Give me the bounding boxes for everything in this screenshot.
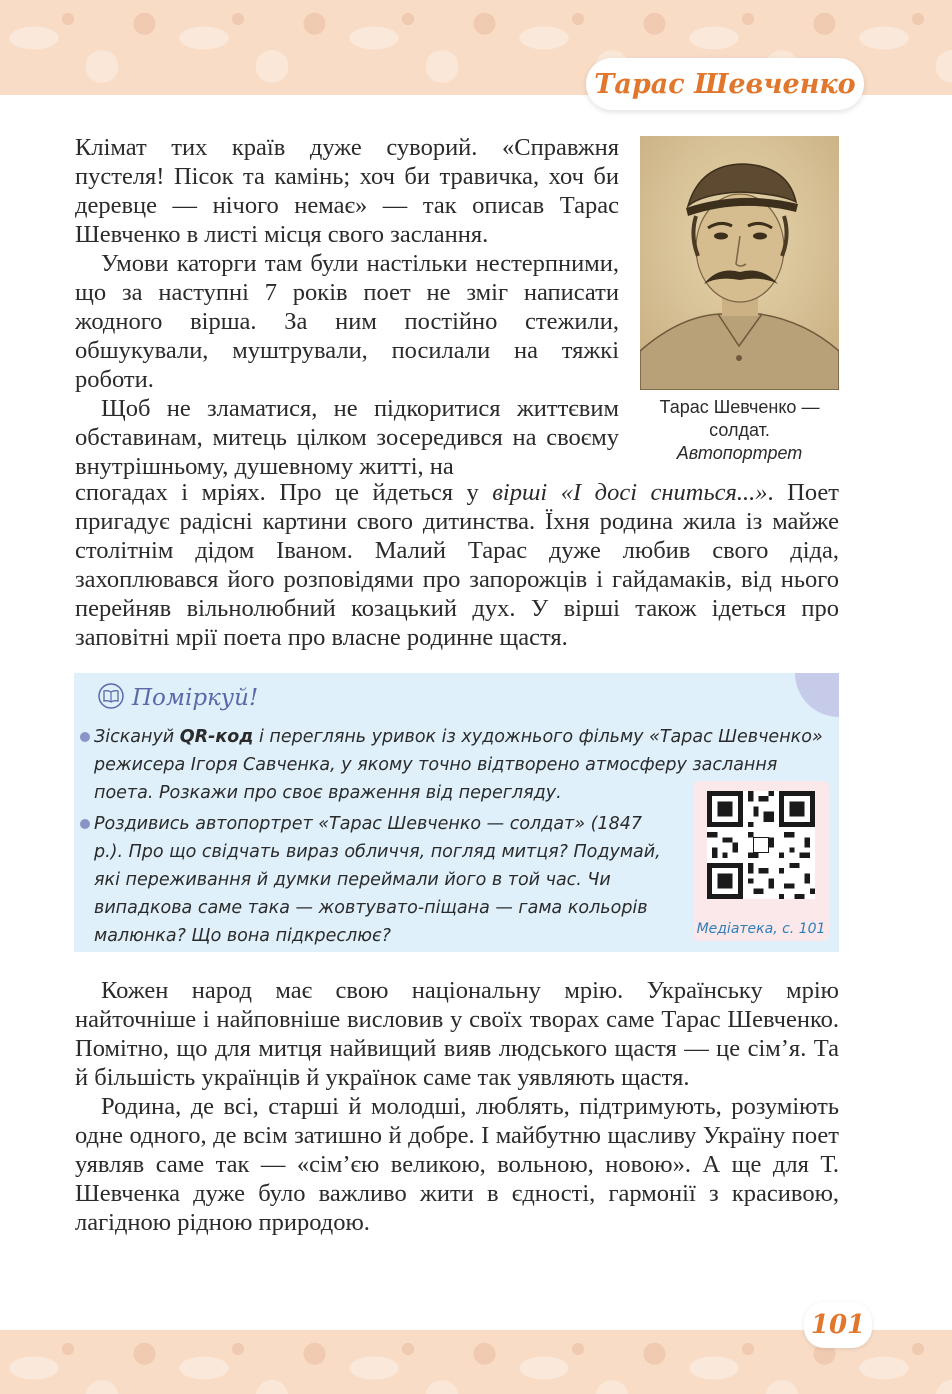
caption-line: солдат. — [709, 420, 770, 440]
section2-text — [75, 976, 839, 1237]
self-portrait-image — [640, 136, 839, 390]
paragraph: Родина, де всі, старші й молодші, люблять, підтримують, розуміють одне одного, де всім затишно й добре. І майбутню щасливу Україну поет уявляв саме так — «сім’єю великою, вольною, новою». А ще для Т. Шевченка дуже було важливо жити в єдності, гармонії з красивою, лагідною рідною природою. — [75, 1093, 839, 1236]
section1-continued-text: спогадах і мріях. Про це йдеться у вірші «І досі сниться...». Поет пригадує радісні картини свого дитинства. Їхня родина жила із майже столітнім дідом Іваном. Малий Тарас дуже любив свого діда, захоплювався його розповідями про запорожців і гайдамаків, від нього перейняв вільнолюбний козацький дух. У вірші також ідеться про заповітні мрії поета про власне родинне щастя. — [75, 479, 839, 651]
think-item: Роздивись автопортрет «Тарас Шевченко — солдат» (1847 р.). Про що свідчать вираз обличчя, погляд митця? Подумай, які переживання й думки переймали його в той час. Чи випадкова саме така — жовтувато-піщана — гама кольорів малюнка? Що вона підкреслює? — [84, 810, 674, 950]
media-library-link[interactable]: Медіатека, с. 101 — [696, 921, 826, 937]
page-number: 101 — [804, 1302, 872, 1348]
think-item: Зіскануй QR-код і переглянь уривок із художнього фільму «Тарас Шевченко» режисера Ігоря Савченка, у якому точно відтворено атмосферу заслання поета. Розкажи про своє враження від перегляду. — [84, 723, 834, 807]
paragraph: Клімат тих країв дуже суворий. «Справжня пустеля! Пісок та камінь; хоч би травичка, хоч би деревце — нічого немає» — так описав Тарас Шевченко в листі місця свого заслання. — [75, 134, 619, 248]
corner-decoration — [795, 673, 839, 717]
poem-reference: вірші «І досі сниться...» — [492, 479, 768, 506]
qr-code-mention: QR-код — [179, 727, 254, 747]
caption-subtitle: Автопортрет — [676, 443, 803, 463]
bullet-icon — [80, 732, 90, 742]
bullet-icon — [80, 819, 90, 829]
qr-code-icon[interactable] — [707, 791, 815, 899]
caption-line: Тарас Шевченко — — [659, 397, 820, 417]
portrait-caption — [640, 396, 839, 465]
chapter-title: Тарас Шевченко — [586, 58, 864, 110]
think-title: Поміркуй! — [132, 685, 259, 711]
paragraph: Умови каторги там були настільки нестерпними, що за наступні 7 років поет не зміг написати жодного вірша. За ним постійно стежили, обшукували, муштрували, посилали на тяжкі роботи. — [75, 250, 619, 393]
paragraph: Кожен народ має свою національну мрію. Українську мрію найточніше і найповніше висловив у своїх творах саме Тарас Шевченко. Помітно, що для митця найвищий вияв людського щастя — це сім’я. Та й більшість українців й українок саме так уявляють щастя. — [75, 977, 839, 1091]
paragraph: Щоб не зламатися, не підкоритися життєвим обставинам, митець цілком зосередився на своєму внутрішньому, душевному житті, на — [75, 395, 619, 480]
think-heading — [96, 683, 258, 713]
section1-top-text — [75, 133, 619, 481]
qr-card[interactable] — [693, 781, 829, 941]
book-icon — [96, 683, 126, 713]
think-box — [74, 673, 839, 952]
